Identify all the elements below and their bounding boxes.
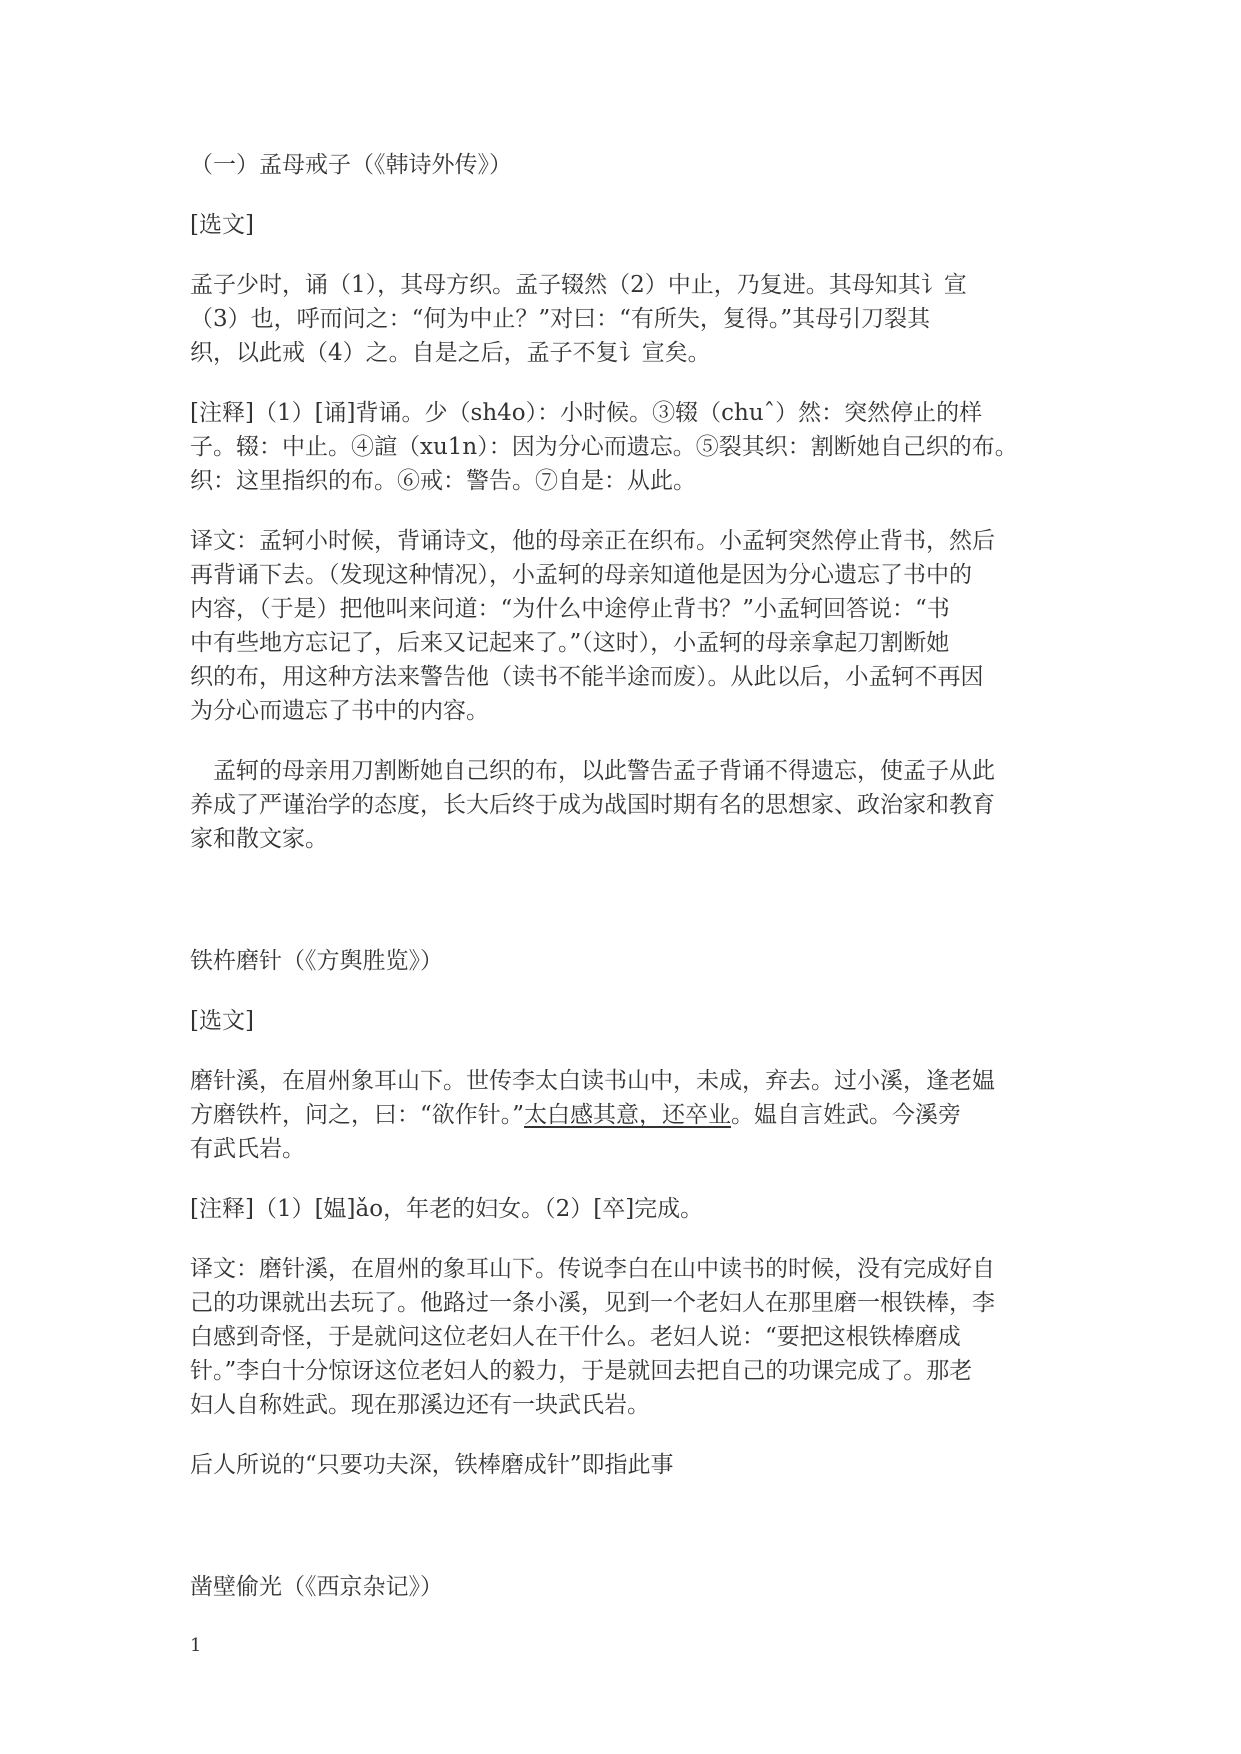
notes-line: 子。辍：中止。④諠（xu1n）：因为分心而遗忘。⑤裂其织：割断她自己织的布。 [190,434,1018,460]
comment-line: 家和散文家。 [190,826,328,852]
text-line [190,1098,961,1132]
comment-line: 后人所说的“只要功夫深，铁棒磨成针”即指此事 [190,1452,674,1478]
section-title-zaobi: 凿壁偷光（《西京杂记》） [190,1574,443,1600]
translation-line: 再背诵下去。（发现这种情况），小孟轲的母亲知道他是因为分心遗忘了书中的 [190,562,972,588]
section-label-xuanwen: [选文] [190,1008,254,1034]
translation-line: 织的布，用这种方法来警告他（读书不能半途而废）。从此以后，小孟轲不再因 [190,664,984,690]
section-label-xuanwen: [选文] [190,212,254,238]
comment-line: 养成了严谨治学的态度，长大后终于成为战国时期有名的思想家、政治家和教育 [190,792,995,818]
text-segment: 方磨铁杵，问之，曰：“欲作针。” [190,1102,525,1128]
notes-line: 织：这里指织的布。⑥戒：警告。⑦自是：从此。 [190,468,696,494]
text-segment: 。媪自言姓武。今溪旁 [731,1102,962,1128]
text-line: 织，以此戒（4）之。自是之后，孟子不复讠宣矣。 [190,340,711,366]
text-line: （3）也，呼而问之：“何为中止？”对曰：“有所失，复得。”其母引刀裂其 [190,306,931,332]
translation-line: 内容，（于是）把他叫来问道：“为什么中途停止背书？”小孟轲回答说：“书 [190,596,950,622]
underlined-phrase: 太白感其意，还卒业 [524,1102,732,1128]
section-title-mengmu: （一）孟母戒子（《韩诗外传》） [190,152,512,178]
text-line: 孟子少时，诵（1），其母方织。孟子辍然（2）中止，乃复进。其母知其讠宣 [190,272,967,298]
section-title-tiechu: 铁杵磨针（《方舆胜览》） [190,948,443,974]
page-number: 1 [190,1635,202,1656]
text-line: 有武氏岩。 [190,1136,305,1162]
translation-line: 己的功课就出去玩了。他路过一条小溪，见到一个老妇人在那里磨一根铁棒，李 [190,1290,995,1316]
translation-line: 为分心而遗忘了书中的内容。 [190,698,489,724]
translation-line: 译文：磨针溪，在眉州的象耳山下。传说李白在山中读书的时候，没有完成好自 [190,1256,995,1282]
translation-line: 针。”李白十分惊讶这位老妇人的毅力，于是就回去把自己的功课完成了。那老 [190,1358,973,1384]
translation-line: 译文：孟轲小时候，背诵诗文，他的母亲正在织布。小孟轲突然停止背书，然后 [190,528,995,554]
notes-line: [注释]（1）[媪]ǎo，年老的妇女。（2）[卒]完成。 [190,1196,704,1222]
text-line: 磨针溪，在眉州象耳山下。世传李太白读书山中，未成，弃去。过小溪，逢老媪 [190,1068,995,1094]
notes-line: [注释]（1）[诵]背诵。少（sh4o）：小时候。③辍（chuˆ）然：突然停止的样 [190,400,983,426]
comment-line: 孟轲的母亲用刀割断她自己织的布，以此警告孟子背诵不得遗忘，使孟子从此 [190,758,995,784]
translation-line: 中有些地方忘记了，后来又记起来了。”（这时），小孟轲的母亲拿起刀割断她 [190,630,950,656]
translation-line: 妇人自称姓武。现在那溪边还有一块武氏岩。 [190,1392,650,1418]
translation-line: 白感到奇怪，于是就问这位老妇人在干什么。老妇人说：“要把这根铁棒磨成 [190,1324,961,1350]
